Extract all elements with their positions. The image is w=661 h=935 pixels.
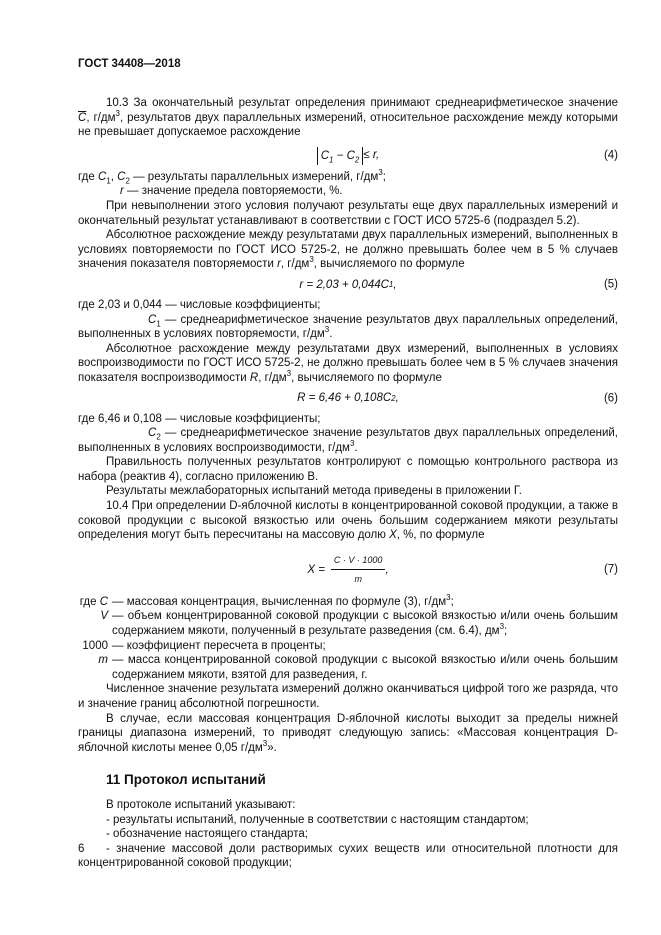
- definition-coeffs-6: где 6,46 и 0,108 — числовые коэффициенты;: [78, 412, 321, 425]
- protocol-item-2: - обозначение настоящего стандарта;: [106, 828, 308, 841]
- section-11-title: 11 Протокол испытаний: [106, 772, 266, 788]
- definition-c1-c2: где $C_1$, $C_2$ — результаты параллельных измерений, $г/дм^3$;: [78, 167, 386, 186]
- paragraph-correctness: Правильность полученных результатов контролируют с помощью контрольного раствора из набора (реактив 4), согласно приложению В.: [78, 456, 618, 483]
- paragraph-interlab: Результаты межлабораторных испытаний метода приведены в приложении Г.: [106, 485, 522, 498]
- definition-c: — массовая концентрация, вычисленная по формуле (3), $г/дм^3$;: [112, 593, 454, 608]
- formula-7: X = $\frac{C \cdot V \cdot 1000}{m}$ , (7): [78, 547, 618, 593]
- formula-4: $C_1 - C_2$ ≤ r, (4): [78, 142, 618, 170]
- formula-number: (5): [603, 278, 618, 291]
- definition-coeffs-5: где 2,03 и 0,044 — числовые коэффициенты;: [78, 298, 321, 311]
- standard-header: ГОСТ 34408—2018: [78, 58, 181, 70]
- formula-number: (4): [603, 149, 618, 162]
- formula-5: r = 2,03 + 0,044C 1 , (5): [299, 278, 618, 291]
- page-number: 6: [78, 843, 85, 855]
- formula-6: R = 6,46 + 0,108C 2 , (6): [297, 392, 618, 405]
- c-bar-symbol: $\overline{C}$: [78, 111, 87, 124]
- definition-v: — объем концентрированной соковой продукции с высокой вязкостью и/или очень большим содержанием мякоти, полученный в результате разведения (см. 6.4), $дм^3$;: [112, 610, 618, 638]
- definition-r: r — значение предела повторяемости, %.: [120, 185, 343, 198]
- paragraph-below-range: В случае, если массовая концентрация D-яблочной кислоты выходит за пределы нижней границы диапазона измерений, то приводят следующую запись: «Массовая концентрация D-яблочной кислоты менее 0,05 $г/дм^3$».: [78, 712, 618, 754]
- paragraph-numeric-value: Численное значение результата измерений должно оканчиваться цифрой того же разряда, что и значение границ абсолютной погрешности.: [78, 683, 618, 710]
- definition-m: — масса концентрированной соковой продукции с высокой вязкостью и/или очень большим содержанием мякоти, взятой для разведения, г.: [112, 654, 618, 681]
- definitions-formula-7: где C — массовая концентрация, вычисленная по формуле (3), $г/дм^3$; V — объем концентрированной соковой продукции с высокой вязкостью и/или очень большим содержанием мякоти, полученный в результате разведения (см. 6.4), $дм^3$; 1000 — коэффициент пересчета в проценты; m — масса концентрированной соковой продукции с высокой вязкостью и/или очень большим содержанием мякоти, взятой для разведения, г.: [79, 593, 618, 681]
- protocol-item-3: - значение массовой доли растворимых сухих веществ или относительной плотности для концентрированной соковой продукции;: [78, 842, 618, 870]
- paragraph-fail: При невыполнении этого условия получают результаты еще двух параллельных измерений и окончательный результат устанавливают в соответствии с ГОСТ ИСО 5725-6 (подраздел 5.2).: [78, 199, 618, 227]
- protocol-item-1: - результаты испытаний, полученные в соответствии с настоящим стандартом;: [106, 813, 529, 826]
- page-content: [78, 96, 618, 871]
- fraction: $\frac{C \cdot V \cdot 1000}{m}$: [331, 553, 386, 587]
- paragraph-reproducibility: Абсолютное расхождение между результатами двух измерений, выполненных в условиях воспроизводимости по ГОСТ ИСО 5725-2, не должно превышать более чем в 5 % случаев значения показателя воспроизводимости R, $г/дм^3$, вычисляемого по формуле: [78, 342, 618, 384]
- formula-number: (6): [603, 392, 618, 405]
- definition-c2: $C_2$ — среднеарифметическое значение результатов двух параллельных определений, выполненных в условиях воспроизводимости, $г/дм^3$.: [78, 427, 618, 454]
- paragraph-repeatability: Абсолютное расхождение между результатами двух параллельных измерений, выполненных в условиях повторяемости по ГОСТ ИСО 5725-2, не должно превышать более чем в 5 % случаев значения показателя повторяемости r, $г/дм^3$, вычисляемого по формуле: [78, 229, 618, 271]
- definition-1000: — коэффициент пересчета в проценты;: [112, 639, 326, 652]
- formula-number: (7): [603, 563, 618, 576]
- protocol-intro: В протоколе испытаний указывают:: [106, 798, 296, 811]
- definition-c1: $C_1$ — среднеарифметическое значение результатов двух параллельных определений, выполненных в условиях повторяемости, $г/дм^3$.: [78, 313, 618, 341]
- paragraph-10-3: 10.3 За окончательный результат определения принимают среднеарифметическое значение $\overline{C}$, $г/дм^3$, результатов двух параллельных измерений, относительное расхождение между которыми не превышает допускаемое расхождение: [78, 97, 618, 139]
- paragraph-10-4: 10.4 При определении D-яблочной кислоты в концентрированной соковой продукции, а также в соковой продукции с высокой вязкостью или очень большим содержанием мякоти результаты определения могут быть пересчитаны на массовую долю X, %, по формуле: [78, 500, 618, 542]
